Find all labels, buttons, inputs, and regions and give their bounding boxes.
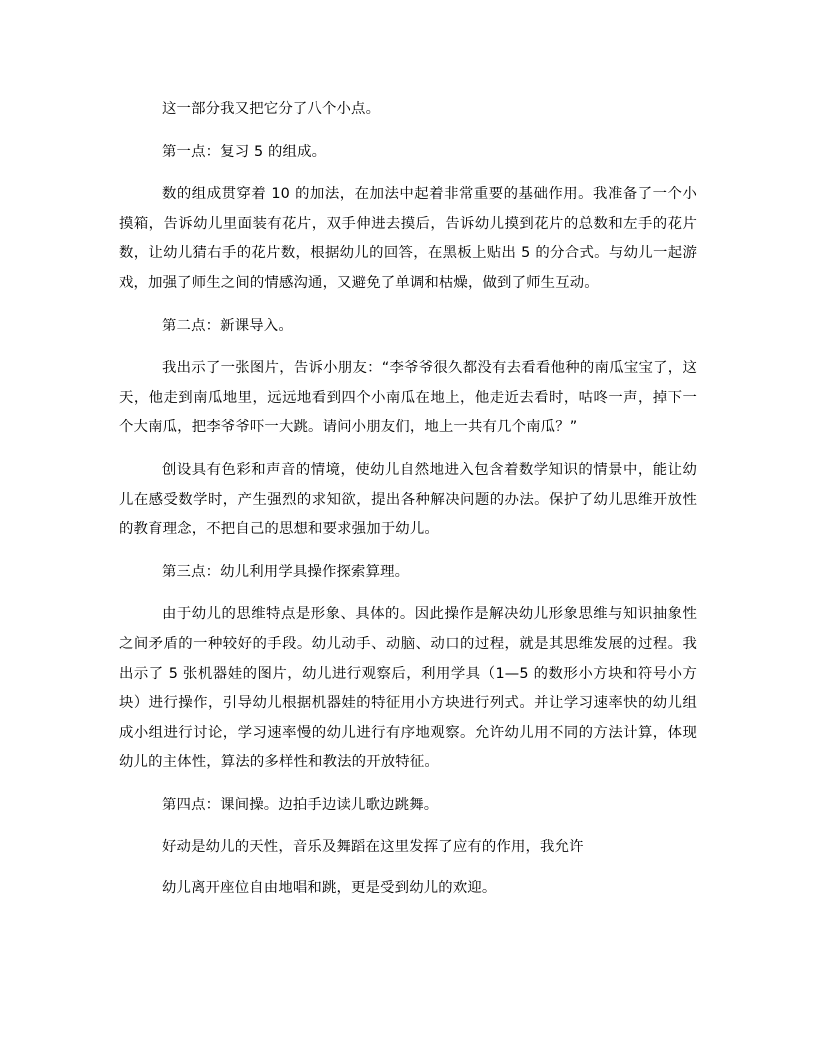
heading-point-three: 第三点：幼儿利用学具操作探索算理。: [162, 563, 410, 580]
paragraph-point-two-story: 我出示了一张图片，告诉小朋友：“李爷爷很久都没有去看看他种的南瓜宝宝了，这天，他走到南瓜地里，远远地看到四个小南瓜在地上，他走近去看时，咕咚一声，掉下一个大南瓜，把李爷爷吓一大跳。请问小朋友们，地上一共有几个南瓜？”: [119, 360, 697, 436]
paragraph-point-one-body: 数的组成贯穿着 10 的加法，在加法中起着非常重要的基础作用。我准备了一个小摸箱，告诉幼儿里面装有花片，双手伸进去摸后，告诉幼儿摸到花片的总数和左手的花片数，让幼儿猜右手的花片数，根据幼儿的回答，在黑板上贴出 5 的分合式。与幼儿一起游戏，加强了师生之间的情感沟通，又避免了单调和枯燥，做到了师生互动。: [119, 186, 697, 291]
paragraph-point-four-body: 好动是幼儿的天性，音乐及舞蹈在这里发挥了应有的作用，我允许: [162, 839, 584, 856]
document-body: [119, 95, 697, 904]
heading-point-one: 第一点：复习 5 的组成。: [162, 143, 327, 160]
paragraph-point-two-reflection: 创设具有色彩和声音的情境，使幼儿自然地进入包含着数学知识的情景中，能让幼儿在感受数学时，产生强烈的求知欲，提出各种解决问题的办法。保护了幼儿思维开放性的教育理念，不把自己的思想和要求强加于幼儿。: [119, 461, 697, 538]
heading-point-four: 第四点：课间操。边拍手边读儿歌边跳舞。: [162, 796, 439, 813]
heading-point-two: 第二点：新课导入。: [162, 317, 293, 334]
paragraph-intro: 这一部分我又把它分了八个小点。: [162, 101, 381, 117]
paragraph-point-three-body: 由于幼儿的思维特点是形象、具体的。因此操作是解决幼儿形象思维与知识抽象性之间矛盾的一种较好的手段。幼儿动手、动脑、动口的过程，就是其思维发展的过程。我出示了 5 张机器娃的图片，幼儿进行观察后，利用学具（1—5 的数形小方块和符号小方块）进行操作，引导幼儿根据机器娃的特征用小方块进行列式。并让学习速率快的幼儿组成小组进行讨论，学习速率慢的幼儿进行有序地观察。允许幼儿用不同的方法计算，体现幼儿的主体性，算法的多样性和教法的开放特征。: [119, 606, 697, 771]
paragraph-point-four-continued: 幼儿离开座位自由地唱和跳，更是受到幼儿的欢迎。: [162, 880, 497, 897]
